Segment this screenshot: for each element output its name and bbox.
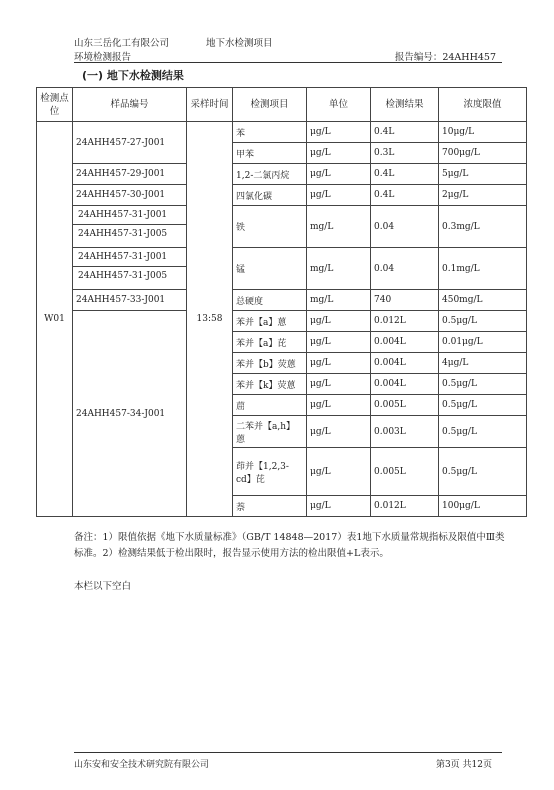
header-company: 山东三岳化工有限公司 [74, 38, 170, 49]
header-report-type: 环境检测报告 [74, 52, 132, 63]
unit-cell: μg/L [307, 496, 371, 517]
sample-id: 24AHH457-29-J001 [73, 164, 187, 185]
col-header-sample: 样品编号 [73, 88, 187, 122]
item-cell: 甲苯 [233, 143, 307, 164]
limit-cell: 2μg/L [439, 185, 527, 206]
result-cell: 0.005L [371, 448, 439, 496]
result-cell: 0.003L [371, 416, 439, 448]
item-cell: 总硬度 [233, 290, 307, 311]
col-header-unit: 单位 [307, 88, 371, 122]
results-table [36, 87, 527, 517]
limit-cell: 100μg/L [439, 496, 527, 517]
sample-id: 24AHH457-33-J001 [73, 290, 187, 311]
item-cell: 锰 [233, 248, 307, 290]
sample-id-group [73, 206, 187, 248]
sample-id-group [73, 248, 187, 290]
result-cell: 0.004L [371, 353, 439, 374]
header-divider [74, 62, 502, 63]
limit-cell: 0.3mg/L [439, 206, 527, 248]
item-cell: 1,2-二氯丙烷 [233, 164, 307, 185]
col-header-point: 检测点位 [37, 88, 73, 122]
limit-cell: 4μg/L [439, 353, 527, 374]
sample-id: 24AHH457-27-J001 [73, 122, 187, 164]
unit-cell: μg/L [307, 374, 371, 395]
item-cell: 萘 [233, 496, 307, 517]
footer-divider [74, 752, 502, 753]
unit-cell: μg/L [307, 416, 371, 448]
limit-cell: 0.5μg/L [439, 416, 527, 448]
unit-cell: μg/L [307, 143, 371, 164]
sample-id: 24AHH457-31-J005 [78, 229, 168, 239]
result-cell: 0.012L [371, 496, 439, 517]
result-cell: 0.004L [371, 332, 439, 353]
limit-cell: 0.5μg/L [439, 311, 527, 332]
item-cell: 茚并【1,2,3-cd】芘 [233, 448, 307, 496]
col-header-time: 采样时间 [187, 88, 233, 122]
item-cell: 苯并【a】蒽 [233, 311, 307, 332]
footer-institute: 山东安和安全技术研究院有限公司 [74, 760, 210, 770]
blank-below-notice: 本栏以下空白 [74, 581, 132, 592]
result-cell: 0.005L [371, 395, 439, 416]
col-header-result: 检测结果 [371, 88, 439, 122]
table-row [37, 248, 527, 290]
limit-cell: 0.5μg/L [439, 374, 527, 395]
result-cell: 0.012L [371, 311, 439, 332]
unit-cell: mg/L [307, 290, 371, 311]
unit-cell: μg/L [307, 332, 371, 353]
item-cell: 铁 [233, 206, 307, 248]
unit-cell: μg/L [307, 164, 371, 185]
limit-cell: 450mg/L [439, 290, 527, 311]
unit-cell: mg/L [307, 206, 371, 248]
result-cell: 0.04 [371, 248, 439, 290]
item-cell: 䓛 [233, 395, 307, 416]
table-header-row [37, 88, 527, 122]
col-header-item: 检测项目 [233, 88, 307, 122]
table-row [37, 290, 527, 311]
table-row [37, 122, 527, 143]
table-row [37, 185, 527, 206]
result-cell: 740 [371, 290, 439, 311]
limit-cell: 0.5μg/L [439, 448, 527, 496]
result-cell: 0.3L [371, 143, 439, 164]
unit-cell: μg/L [307, 448, 371, 496]
item-cell: 苯并【k】荧蒽 [233, 374, 307, 395]
unit-cell: μg/L [307, 185, 371, 206]
item-cell: 苯并【a】芘 [233, 332, 307, 353]
limit-cell: 10μg/L [439, 122, 527, 143]
sampling-time: 13:58 [187, 122, 233, 517]
unit-cell: μg/L [307, 311, 371, 332]
result-cell: 0.4L [371, 185, 439, 206]
point-cell: W01 [37, 122, 73, 517]
sample-id: 24AHH457-31-J001 [73, 248, 186, 267]
result-cell: 0.4L [371, 164, 439, 185]
item-cell: 苯 [233, 122, 307, 143]
sample-id: 24AHH457-31-J001 [73, 206, 186, 225]
header-report-number: 报告编号：24AHH457 [394, 52, 496, 63]
table-row [37, 164, 527, 185]
header-project: 地下水检测项目 [206, 38, 273, 49]
unit-cell: μg/L [307, 122, 371, 143]
limit-cell: 0.1mg/L [439, 248, 527, 290]
result-cell: 0.004L [371, 374, 439, 395]
table-row [37, 311, 527, 332]
section-title: (一) 地下水检测结果 [82, 69, 184, 82]
limit-cell: 5μg/L [439, 164, 527, 185]
unit-cell: μg/L [307, 395, 371, 416]
limit-cell: 0.5μg/L [439, 395, 527, 416]
result-cell: 0.04 [371, 206, 439, 248]
sample-id: 24AHH457-34-J001 [73, 311, 187, 517]
footer-page-number: 第3页 共12页 [435, 760, 492, 770]
limit-cell: 700μg/L [439, 143, 527, 164]
item-cell: 苯并【b】荧蒽 [233, 353, 307, 374]
sample-id: 24AHH457-30-J001 [73, 185, 187, 206]
unit-cell: mg/L [307, 248, 371, 290]
col-header-limit: 浓度限值 [439, 88, 527, 122]
limit-cell: 0.01μg/L [439, 332, 527, 353]
table-note: 备注：1）限值依据《地下水质量标准》（GB/T 14848—2017）表1地下水质量常规指标及限值中Ⅲ类标准。2）检测结果低于检出限时，报告显示使用方法的检出限值+L表示。 [74, 532, 505, 559]
unit-cell: μg/L [307, 353, 371, 374]
item-cell: 四氯化碳 [233, 185, 307, 206]
result-cell: 0.4L [371, 122, 439, 143]
table-row [37, 206, 527, 248]
item-cell: 二苯并【a,h】蒽 [233, 416, 307, 448]
sample-id: 24AHH457-31-J005 [78, 271, 168, 281]
